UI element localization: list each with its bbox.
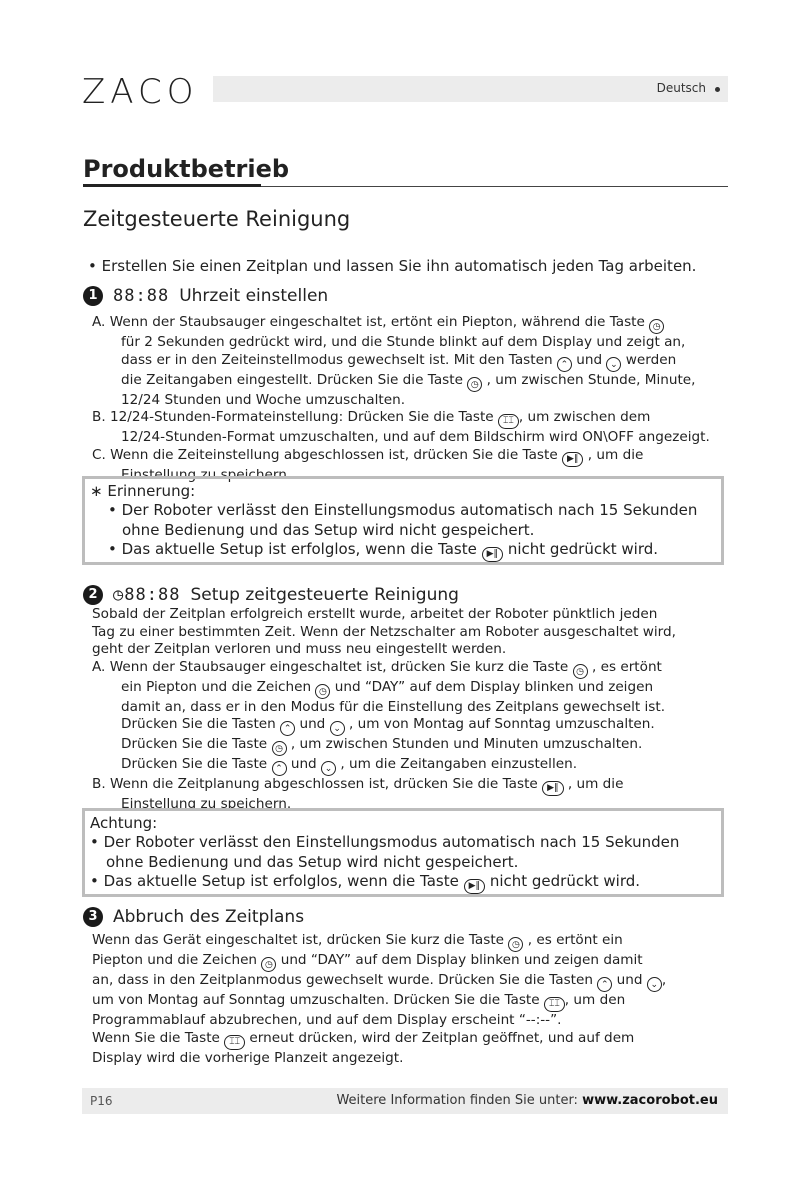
text-line: C. Wenn die Zeiteinstellung abgeschlossen ist, drücken Sie die Taste — [92, 446, 558, 463]
text-line: , um die — [567, 776, 624, 793]
text-line: und — [616, 972, 643, 988]
section-3-title: Abbruch des Zeitplans — [113, 907, 305, 927]
down-button-icon: ⌄ — [321, 761, 336, 776]
time-display-icon: 88:88 — [113, 286, 170, 306]
text-line: Drücken Sie die Taste — [121, 756, 268, 773]
section-number: 3 — [83, 907, 103, 927]
clock-button-icon: ◷ — [272, 741, 287, 756]
down-button-icon: ⌄ — [330, 721, 345, 736]
text-line: Display wird die vorherige Planzeit angezeigt. — [92, 1049, 404, 1066]
text-line: Tag zu einer bestimmten Zeit. Wenn der Netzschalter am Roboter ausgeschaltet wird, — [92, 623, 676, 640]
title-underline — [83, 184, 261, 187]
language-bar — [213, 76, 728, 102]
text-line: , — [661, 972, 667, 988]
text-line: B. 12/24-Stunden-Formateinstellung: Drücken Sie die Taste — [92, 409, 494, 426]
text-line: dass er in den Zeiteinstellmodus gewechselt ist. Mit den Tasten — [121, 351, 553, 368]
text-line: geht der Zeitplan verloren und muss neu eingestellt werden. — [92, 641, 507, 658]
text-line: und “DAY” auf dem Display blinken und zeigen — [334, 678, 654, 695]
play-pause-button-icon: ▶‖ — [482, 547, 503, 562]
up-button-icon: ⌃ — [557, 357, 572, 372]
text-line: , um von Montag auf Sonntag umzuschalten. — [348, 716, 655, 733]
text-line: an, dass in den Zeitplanmodus gewechselt wurde. Drücken Sie die Tasten — [92, 972, 593, 988]
text-line: und — [290, 756, 317, 773]
text-line: , um den — [564, 992, 626, 1008]
text-line: , es ertönt — [591, 658, 662, 675]
reminder-line: ohne Bedienung und das Setup wird nicht gespeichert. — [122, 520, 535, 539]
more-info-label: Weitere Information finden Sie unter: — [336, 1093, 578, 1108]
up-button-icon: ⌃ — [597, 977, 612, 992]
text-line: , um zwischen Stunde, Minute, — [486, 371, 696, 388]
more-info — [336, 1093, 718, 1108]
warning-line: ohne Bedienung und das Setup wird nicht gespeichert. — [106, 852, 519, 871]
reminder-line: • Das aktuelle Setup ist erfolglos, wenn die Taste — [108, 540, 477, 559]
reminder-1-text — [90, 482, 697, 562]
page-subtitle: Zeitgesteuerte Reinigung — [83, 207, 351, 231]
down-button-icon: ⌄ — [647, 977, 662, 992]
text-line: 12/24-Stunden-Format umzuschalten, und auf dem Bildschirm wird ON\OFF angezeigt. — [121, 429, 710, 446]
text-line: Sobald der Zeitplan erfolgreich erstellt wurde, arbeitet der Roboter pünktlich jeden — [92, 606, 658, 622]
text-line: damit an, dass er in den Modus für die Einstellung des Zeitplans gewechselt ist. — [121, 698, 666, 715]
clock-button-icon: ◷ — [315, 684, 330, 699]
warning-line: • Der Roboter verlässt den Einstellungsmodus automatisch nach 15 Sekunden — [90, 833, 680, 852]
up-button-icon: ⌃ — [272, 761, 287, 776]
timer-display-icon: ◷88:88 — [113, 585, 181, 605]
text-line: , um die — [587, 446, 644, 463]
section-3-heading — [83, 907, 304, 927]
section-number: 2 — [83, 585, 103, 605]
clock-button-icon: ◷ — [261, 957, 276, 972]
warning-title: Achtung: — [90, 814, 158, 832]
section-1-body — [92, 314, 710, 484]
play-pause-button-icon: ▶‖ — [464, 879, 485, 894]
section-2-title: Setup zeitgesteuerte Reinigung — [190, 585, 459, 605]
play-pause-button-icon: ▶‖ — [542, 781, 563, 796]
website-link[interactable]: www.zacorobot.eu — [582, 1093, 718, 1108]
page-title: Produktbetrieb — [83, 155, 290, 183]
timer-display-text: 88:88 — [124, 585, 181, 605]
reminder-line: • Der Roboter verlässt den Einstellungsmodus automatisch nach 15 Sekunden — [108, 501, 698, 520]
text-line: Drücken Sie die Taste — [121, 736, 268, 753]
text-line: um von Montag auf Sonntag umzuschalten. Drücken Sie die Taste — [92, 992, 540, 1008]
text-line: , um zwischen Stunden und Minuten umzuschalten. — [290, 736, 643, 753]
mode-button-icon: ⌶⌶ — [224, 1035, 245, 1050]
reminder-line: nicht gedrückt wird. — [507, 540, 659, 559]
warning-line: nicht gedrückt wird. — [489, 872, 641, 891]
clock-button-icon: ◷ — [467, 377, 482, 392]
text-line: und “DAY” auf dem Display blinken und zeigen damit — [280, 952, 643, 968]
text-line: Einstellung zu speichern. — [121, 466, 292, 483]
footer-bar — [82, 1088, 728, 1114]
text-line: Drücken Sie die Tasten — [121, 716, 276, 733]
play-pause-button-icon: ▶‖ — [562, 452, 583, 467]
reminder-title: ∗ Erinnerung: — [90, 482, 196, 500]
text-line: Programmablauf abzubrechen, und auf dem Display erscheint “--:--”. — [92, 1012, 562, 1028]
text-line: , um zwischen dem — [518, 409, 651, 426]
brand-logo: ZACO — [82, 72, 199, 112]
bullet-icon — [715, 87, 720, 92]
text-line: ein Piepton und die Zeichen — [121, 678, 312, 695]
text-line: Einstellung zu speichern. — [121, 796, 292, 813]
section-3-body — [92, 932, 666, 1067]
text-line: Piepton und die Zeichen — [92, 952, 258, 968]
text-line: , um die Zeitangaben einzustellen. — [340, 756, 578, 773]
section-1-title: Uhrzeit einstellen — [179, 286, 329, 306]
up-button-icon: ⌃ — [280, 721, 295, 736]
clock-button-icon: ◷ — [573, 664, 588, 679]
page-number: P16 — [90, 1094, 113, 1108]
section-number: 1 — [83, 286, 103, 306]
section-2-body — [92, 606, 676, 814]
text-line: erneut drücken, wird der Zeitplan geöffnet, und auf dem — [249, 1029, 635, 1046]
text-line: B. Wenn die Zeitplanung abgeschlossen ist, drücken Sie die Taste — [92, 776, 538, 793]
text-line: werden — [625, 351, 677, 368]
text-line: , es ertönt ein — [527, 932, 623, 948]
text-line: Wenn das Gerät eingeschaltet ist, drücken Sie kurz die Taste — [92, 932, 505, 948]
mode-button-icon: ⌶⌶ — [498, 414, 519, 429]
clock-button-icon: ◷ — [649, 319, 664, 334]
reminder-2-text — [90, 814, 679, 894]
text-line: und — [576, 351, 603, 368]
text-line: Wenn Sie die Taste — [92, 1029, 220, 1046]
text-line: für 2 Sekunden gedrückt wird, und die Stunde blinkt auf dem Display und zeigt an, — [121, 334, 686, 350]
lead-text: • Erstellen Sie einen Zeitplan und lassen Sie ihn automatisch jeden Tag arbeiten. — [88, 257, 697, 275]
down-button-icon: ⌄ — [606, 357, 621, 372]
text-line: die Zeitangaben eingestellt. Drücken Sie die Taste — [121, 371, 463, 388]
warning-line: • Das aktuelle Setup ist erfolglos, wenn die Taste — [90, 872, 459, 891]
text-line: und — [299, 716, 326, 733]
mode-button-icon: ⌶⌶ — [544, 997, 565, 1012]
text-line: 12/24 Stunden und Woche umzuschalten. — [121, 391, 406, 408]
text-line: A. Wenn der Staubsauger eingeschaltet ist, drücken Sie kurz die Taste — [92, 658, 569, 675]
text-line: A. Wenn der Staubsauger eingeschaltet ist, ertönt ein Piepton, während die Taste — [92, 314, 645, 330]
section-2-heading — [83, 585, 459, 605]
section-1-heading — [83, 286, 328, 306]
language-label: Deutsch — [656, 81, 706, 95]
clock-button-icon: ◷ — [508, 937, 523, 952]
